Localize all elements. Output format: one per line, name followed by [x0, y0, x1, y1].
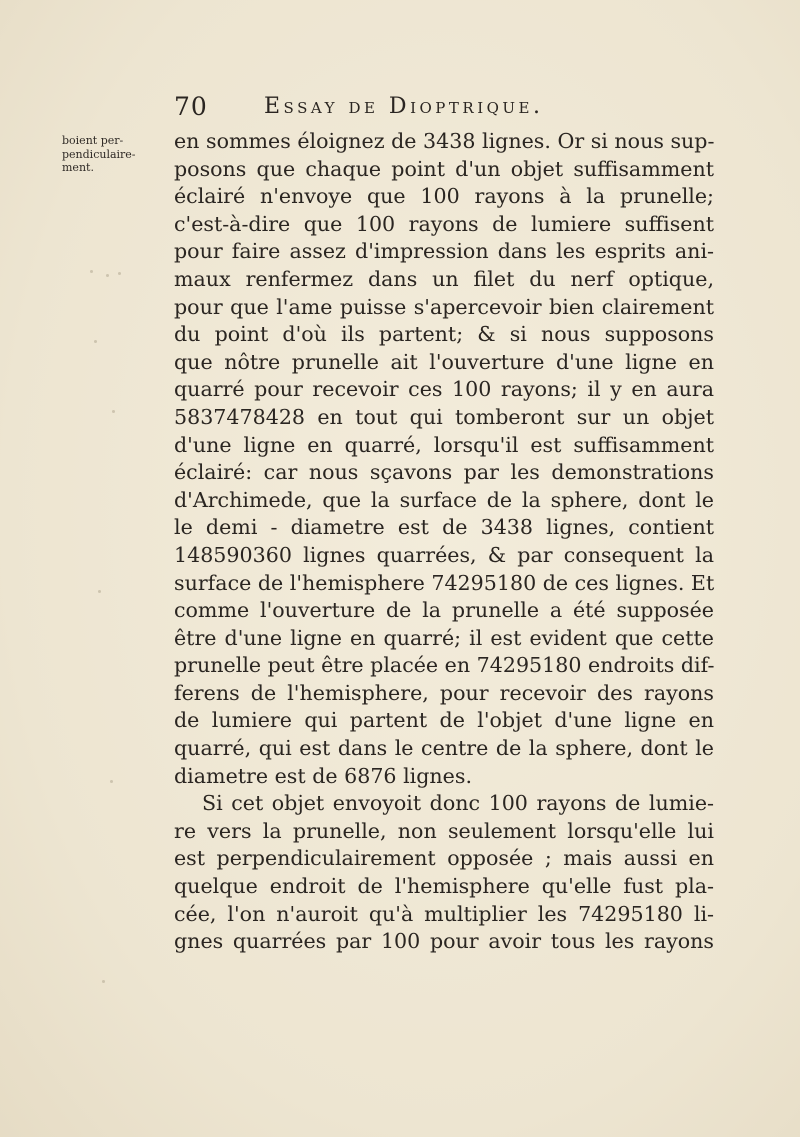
text-line: pour faire assez d'impression dans les esprits ani- — [174, 239, 714, 264]
text-line: que nôtre prunelle ait l'ouverture d'une ligne en — [174, 349, 714, 374]
text-line: éclairé n'envoye que 100 rayons à la prunelle; — [174, 184, 714, 209]
page-number: 70 — [174, 92, 208, 121]
text-line: en sommes éloignez de 3438 lignes. Or si nous sup- — [174, 129, 715, 153]
text-line: pour que l'ame puisse s'apercevoir bien clairement — [174, 294, 714, 319]
text-line: ferens de l'hemisphere, pour recevoir des rayons — [174, 680, 714, 705]
text-line: d'une ligne en quarré, lorsqu'il est suffisamment — [174, 432, 714, 457]
text-line: quarré pour recevoir ces 100 rayons; il y en aura — [174, 377, 714, 402]
margin-note-line: pendiculaire- — [62, 147, 136, 161]
text-line: surface de l'hemisphere 74295180 de ces lignes. Et — [174, 570, 715, 595]
text-line: diametre est de 6876 lignes. — [174, 763, 472, 788]
text-line: 5837478428 en tout qui tomberont sur un objet — [174, 404, 714, 429]
text-line: éclairé: car nous sçavons par les demonstrations — [174, 460, 714, 485]
margin-note-line: ment. — [62, 161, 94, 174]
margin-note — [62, 134, 162, 175]
margin-note-line: boient per- — [62, 134, 124, 147]
text-line: de lumiere qui partent de l'objet d'une ligne en — [174, 708, 714, 733]
text-line: comme l'ouverture de la prunelle a été supposée — [174, 598, 714, 623]
page-header — [174, 92, 714, 126]
text-line: est perpendiculairement opposée ; mais aussi en — [174, 846, 714, 871]
text-line: être d'une ligne en quarré; il est evident que cette — [174, 625, 714, 650]
text-line: cée, l'on n'auroit qu'à multiplier les 74295180 li- — [174, 901, 714, 926]
text-line: c'est-à-dire que 100 rayons de lumiere suffisent — [174, 211, 714, 236]
text-line: maux renfermez dans un filet du nerf optique, — [174, 266, 714, 291]
text-line: quelque endroit de l'hemisphere qu'elle fust pla- — [174, 874, 714, 899]
text-line: prunelle peut être placée en 74295180 endroits dif- — [174, 653, 715, 678]
text-line: posons que chaque point d'un objet suffisamment — [174, 156, 714, 181]
running-title: Essay de Dioptrique. — [264, 94, 544, 119]
text-line: le demi - diametre est de 3438 lignes, contient — [174, 515, 714, 540]
page-specks — [88, 260, 128, 1060]
text-line: quarré, qui est dans le centre de la sphere, dont le — [174, 736, 714, 761]
text-line: re vers la prunelle, non seulement lorsqu'elle lui — [174, 818, 714, 843]
text-line: d'Archimede, que la surface de la sphere, dont le — [174, 487, 714, 512]
text-line: du point d'où ils partent; & si nous supposons — [174, 322, 714, 347]
text-line: 148590360 lignes quarrées, & par consequent la — [174, 542, 714, 567]
text-line: gnes quarrées par 100 pour avoir tous les rayons — [174, 929, 714, 954]
body-text — [174, 128, 714, 956]
paragraph-start-line: Si cet objet envoyoit donc 100 rayons de lumie- — [202, 791, 714, 816]
